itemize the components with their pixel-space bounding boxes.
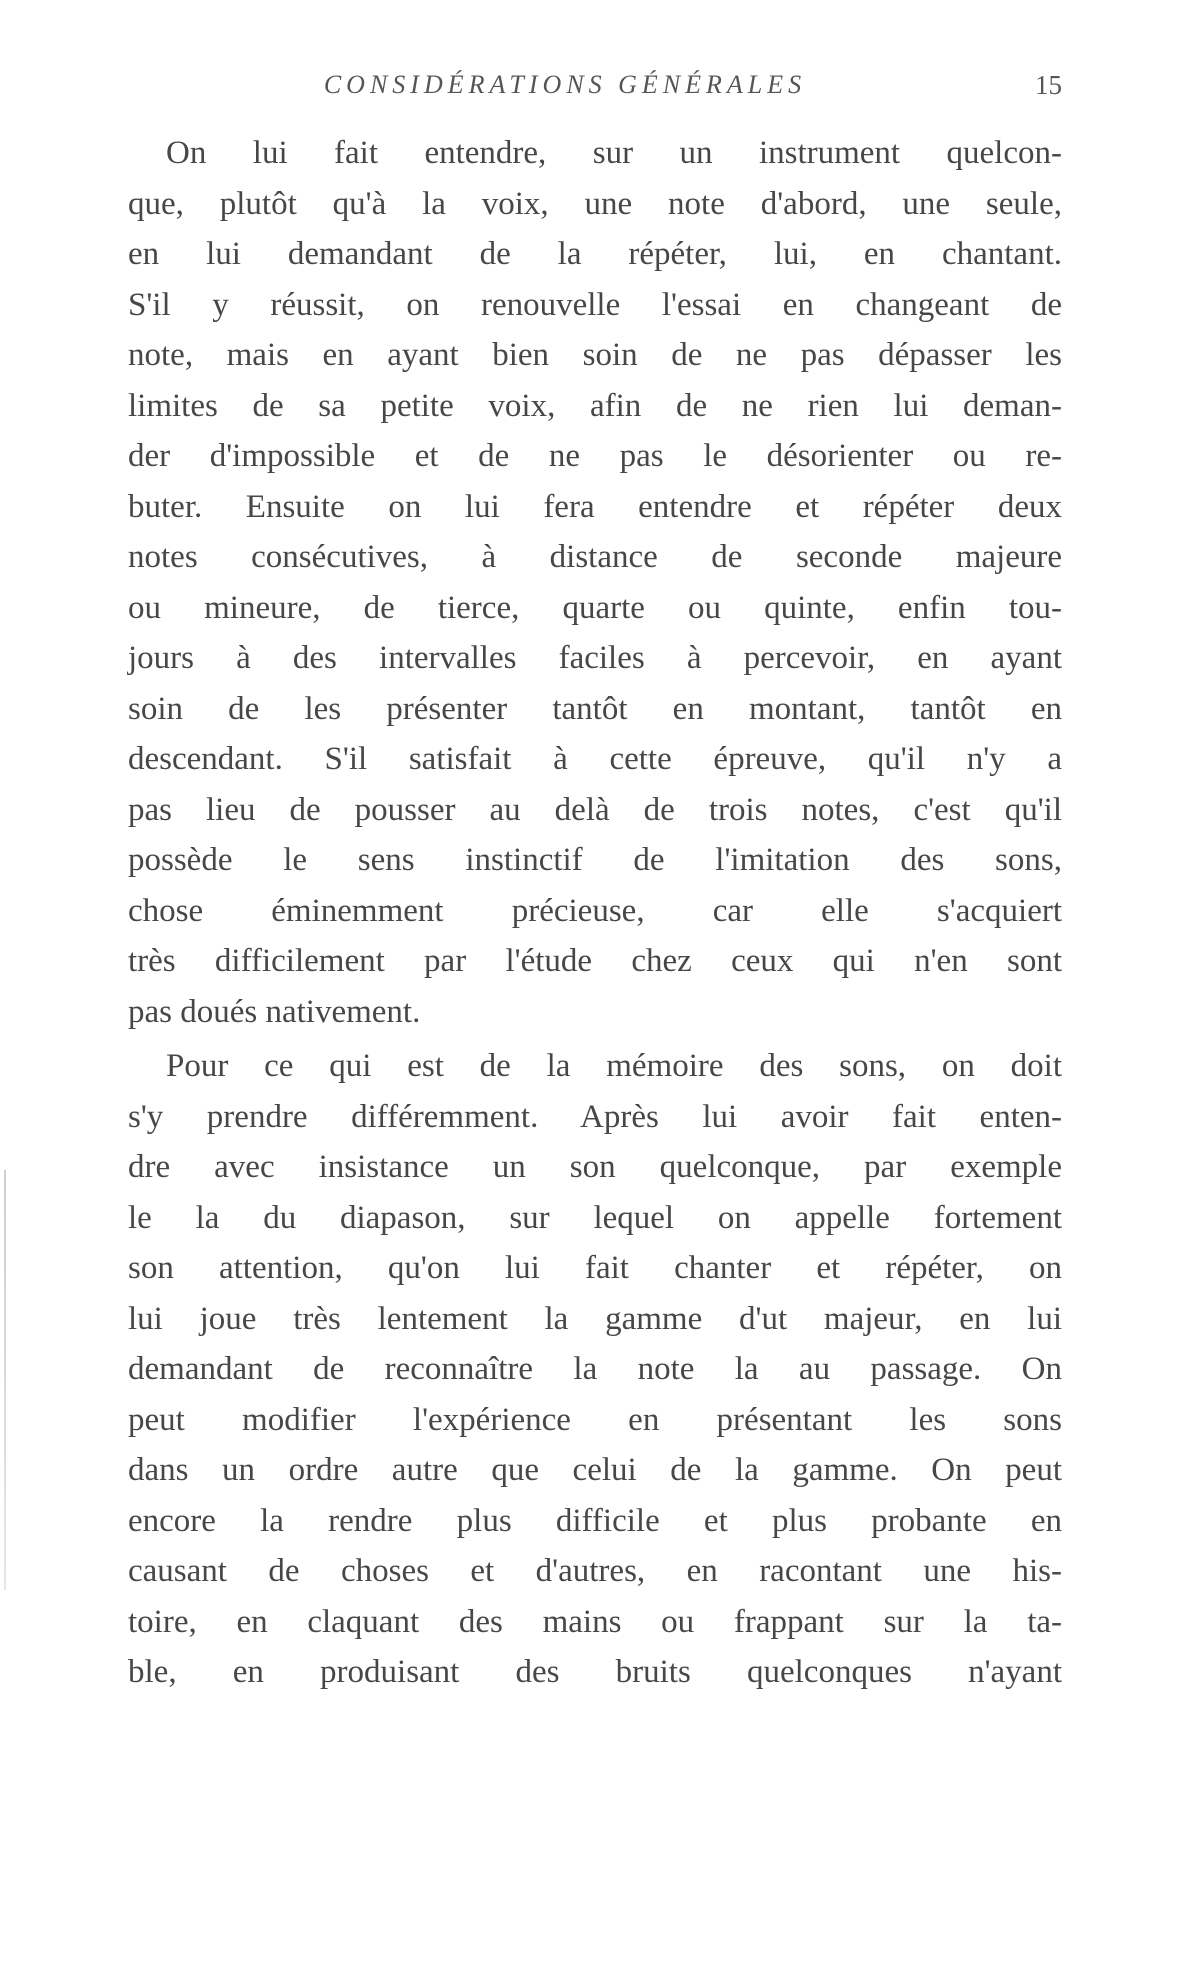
text-line: ou mineure, de tierce, quarte ou quinte, enfin tou- xyxy=(128,589,1062,626)
text-line: possède le sens instinctif de l'imitation des sons, xyxy=(128,842,1062,878)
text-line: pas lieu de pousser au delà de trois notes, c'est qu'il xyxy=(128,791,1062,828)
text-line: note, mais en ayant bien soin de ne pas dépasser les xyxy=(128,337,1062,373)
text-line: descendant. S'il satisfait à cette épreuve, qu'il n'y a xyxy=(128,741,1062,777)
text-line: pas doués nativement. xyxy=(128,993,421,1030)
text-line: chose éminemment précieuse, car elle s'acquiert xyxy=(128,892,1062,929)
text-line: en lui demandant de la répéter, lui, en chantant. xyxy=(128,236,1062,272)
text-line: causant de choses et d'autres, en racontant une his- xyxy=(128,1553,1062,1589)
text-line: toire, en claquant des mains ou frappant sur la ta- xyxy=(128,1603,1062,1640)
text-line: que, plutôt qu'à la voix, une note d'abord, une seule, xyxy=(128,185,1062,222)
text-line: Pour ce qui est de la mémoire des sons, on doit xyxy=(166,1048,1062,1084)
paragraph-1 xyxy=(128,128,1062,1037)
text-line: encore la rendre plus difficile et plus probante en xyxy=(128,1502,1062,1539)
text-line: S'il y réussit, on renouvelle l'essai en changeant de xyxy=(128,286,1062,323)
page-number: 15 xyxy=(1035,70,1062,100)
text-line: son attention, qu'on lui fait chanter et répéter, on xyxy=(128,1250,1062,1286)
text-line: dre avec insistance un son quelconque, par exemple xyxy=(128,1149,1062,1185)
text-line: peut modifier l'expérience en présentant les sons xyxy=(128,1401,1062,1438)
text-line: s'y prendre différemment. Après lui avoir fait enten- xyxy=(128,1098,1062,1135)
text-line: le la du diapason, sur lequel on appelle fortement xyxy=(128,1199,1062,1236)
text-line: limites de sa petite voix, afin de ne rien lui deman- xyxy=(128,387,1062,424)
text-line: On lui fait entendre, sur un instrument quelcon- xyxy=(166,135,1062,171)
text-line: demandant de reconnaître la note la au passage. On xyxy=(128,1351,1062,1387)
page-body xyxy=(128,128,1062,1698)
page-header xyxy=(128,70,1062,110)
binding-edge xyxy=(4,1170,6,1590)
text-line: buter. Ensuite on lui fera entendre et répéter deux xyxy=(128,488,1062,525)
text-line: der d'impossible et de ne pas le désorienter ou re- xyxy=(128,438,1062,474)
text-line: jours à des intervalles faciles à percevoir, en ayant xyxy=(128,640,1062,676)
running-title: CONSIDÉRATIONS GÉNÉRALES xyxy=(323,70,807,99)
text-line: ble, en produisant des bruits quelconques n'ayant xyxy=(128,1654,1062,1690)
text-line: dans un ordre autre que celui de la gamme. On peut xyxy=(128,1452,1062,1488)
paragraph-2 xyxy=(128,1041,1062,1698)
text-line: soin de les présenter tantôt en montant, tantôt en xyxy=(128,690,1062,727)
text-line: notes consécutives, à distance de seconde majeure xyxy=(128,539,1062,575)
text-line: très difficilement par l'étude chez ceux qui n'en sont xyxy=(128,943,1062,979)
text-line: lui joue très lentement la gamme d'ut majeur, en lui xyxy=(128,1300,1062,1337)
